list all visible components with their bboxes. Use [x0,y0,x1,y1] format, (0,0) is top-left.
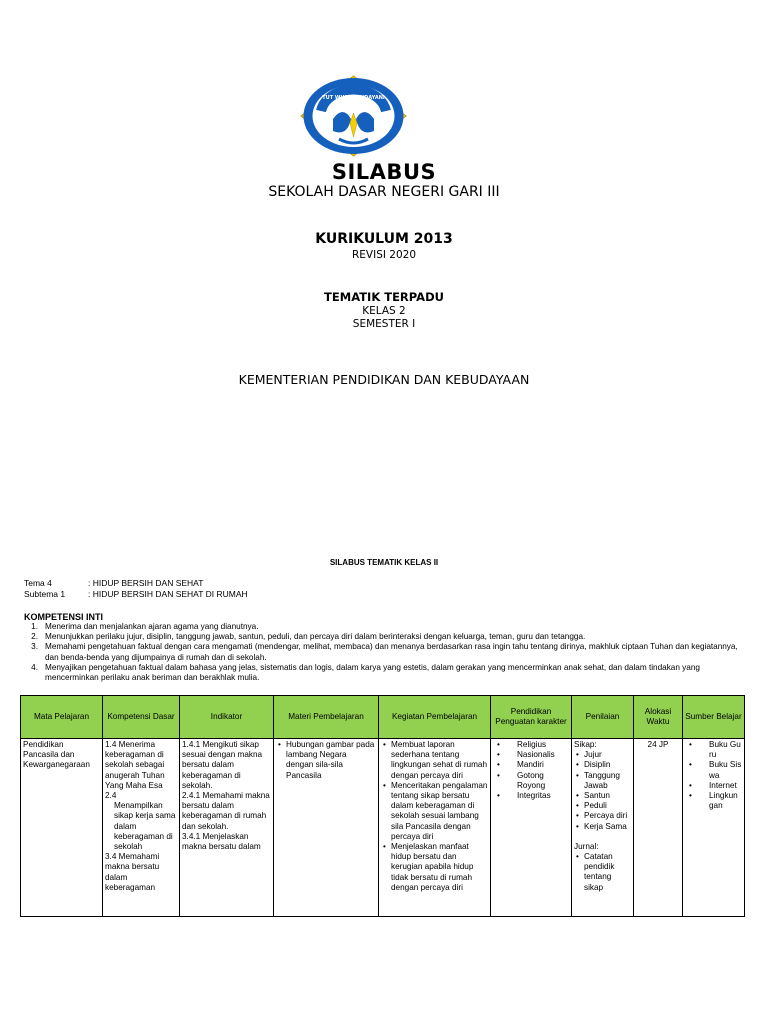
subtema-label: Subtema 1 [24,589,66,599]
revisi-text: REVISI 2020 [351,249,417,261]
col-header: Materi Pembelajaran [274,696,379,739]
col-header: Indikator [180,696,274,739]
list-item: • Santun [574,791,631,801]
school-name: SEKOLAH DASAR NEGERI GARI III [268,184,500,200]
ki-item: 3. Memahami pengetahuan faktual dengan cara mengamati (mendengar, melihat, membaca) dan menanya berdasarkan rasa ingin tahu tentang dirinya, makhluk ciptaan Tuhan dan kegiatannya, dan benda-benda yang dijumpainya di rumah dan di sekolah. [31,642,738,662]
col-header: Kompetensi Dasar [103,696,180,739]
list-item: • Menjelaskan manfaat hidup bersatu dan kerugian apabila hidup tidak bersatu di rumah dengan percaya diri [381,842,488,893]
subtema-value: : HIDUP BERSIH DAN SEHAT DI RUMAH [88,589,248,599]
kd-item: 1.4 Menerima keberagaman di sekolah sebagai anugerah Tuhan Yang Maha Esa [105,740,165,790]
kompetensi-inti-title: KOMPETENSI INTI [24,612,104,622]
ki-item: 2. Menunjukkan perilaku jujur, disiplin, tanggung jawab, santun, peduli, dan percaya diri dalam berinteraksi dengan keluarga, teman, guru dan tetangga. [31,632,586,642]
logo-text: TUT WURI HANDAYANI [322,95,385,101]
list-item: • Gotong Royong [493,771,569,791]
ki-item: 4. Menyajikan pengetahuan faktual dalam bahasa yang jelas, sistematis dan logis, dalam karya yang estetis, dalam gerakan yang mencerminkan anak sehat, dan dalam tindakan yang mencerminkan perilaku anak beriman dan berakhlak mulia. [31,662,700,683]
list-item: • Buku Siswa [685,760,742,780]
kompetensi-inti-list [24,622,748,683]
list-item: • Disiplin [574,760,631,770]
alokasi-cell: 24 JP [634,739,683,917]
col-header: Alokasi Waktu [634,696,683,739]
list-item: • Kerja Sama [574,822,631,832]
sumber-cell [683,739,745,917]
kementerian-text: KEMENTERIAN PENDIDIKAN DAN KEBUDAYAAN [238,372,530,387]
indikator-cell [180,739,274,917]
list-item: • Mandiri [493,760,569,770]
subtema-line [24,589,248,599]
list-item: • Internet [685,781,742,791]
col-header: Sumber Belajar [683,696,745,739]
silabus-tematik-title: SILABUS TEMATIK KELAS II [329,558,439,567]
list-item: • Integritas [493,791,569,801]
tematik-title: TEMATIK TERPADU [324,290,444,304]
kd-cell [103,739,180,917]
col-header: Mata Pelajaran [21,696,103,739]
col-header: Kegiatan Pembelajaran [379,696,491,739]
list-item: • Religius [493,740,569,750]
tema-label: Tema 4 [24,578,52,588]
materi-cell [274,739,379,917]
list-item: • Hubungan gambar pada lambang Negara dengan sila-sila Pancasila [276,740,376,781]
kd-item: 3.4 Memahami makna bersatu dalam keberagaman [105,852,160,892]
mapel-cell: Pendidikan Pancasila dan Kewarganegaraan [21,739,103,917]
list-item: • Buku Guru [685,740,742,760]
list-item: • Jujur [574,750,631,760]
karakter-cell [491,739,572,917]
penilaian-cell [572,739,634,917]
list-item: • Nasionalis [493,750,569,760]
indikator-item: 1.4.1 Mengikuti sikap sesuai dengan makna bersatu dalam keberagaman di sekolah. [182,740,263,790]
tema-line [24,578,203,588]
kelas-text: KELAS 2 [362,305,406,317]
sikap-label: Sikap: [574,740,597,749]
list-item: • Tanggung Jawab [574,771,631,791]
col-header: Penilaian [572,696,634,739]
list-item: • Percaya diri [574,811,631,821]
list-item: • Menceritakan pengalaman tentang sikap bersatu dalam keberagaman di sekolah sesuai lambang sila Pancasila dengan percaya diri [381,781,488,842]
indikator-item: 3.4.1 Menjelaskan makna bersatu dalam [182,831,261,852]
document-title: SILABUS [331,160,437,184]
kurikulum-title: KURIKULUM 2013 [315,231,453,247]
kd-item: 2.4 Menampilkan sikap kerja sama dalam keberagaman di sekolah [105,791,176,852]
list-item: • Lingkungan [685,791,742,811]
semester-text: SEMESTER I [352,318,416,330]
tut-wuri-handayani-logo [299,75,408,157]
list-item: • Membuat laporan sederhana tentang lingkungan sehat di rumah dengan percaya diri [381,740,488,781]
list-item: • Catatan pendidik tentang sikap [574,852,631,893]
kegiatan-cell [379,739,491,917]
jurnal-label: Jurnal: [574,841,599,851]
indikator-item: 2.4.1 Memahami makna bersatu dalam keberagaman di rumah dan sekolah. [182,791,270,831]
table-row [21,739,745,917]
col-header: Pendidikan Penguatan karakter [491,696,572,739]
ki-item: 1. Menerima dan menjalankan ajaran agama yang dianutnya. [31,622,259,631]
tema-value: : HIDUP BERSIH DAN SEHAT [88,578,204,588]
silabus-table [20,695,745,917]
table-header-row [21,696,745,739]
list-item: • Peduli [574,801,631,811]
